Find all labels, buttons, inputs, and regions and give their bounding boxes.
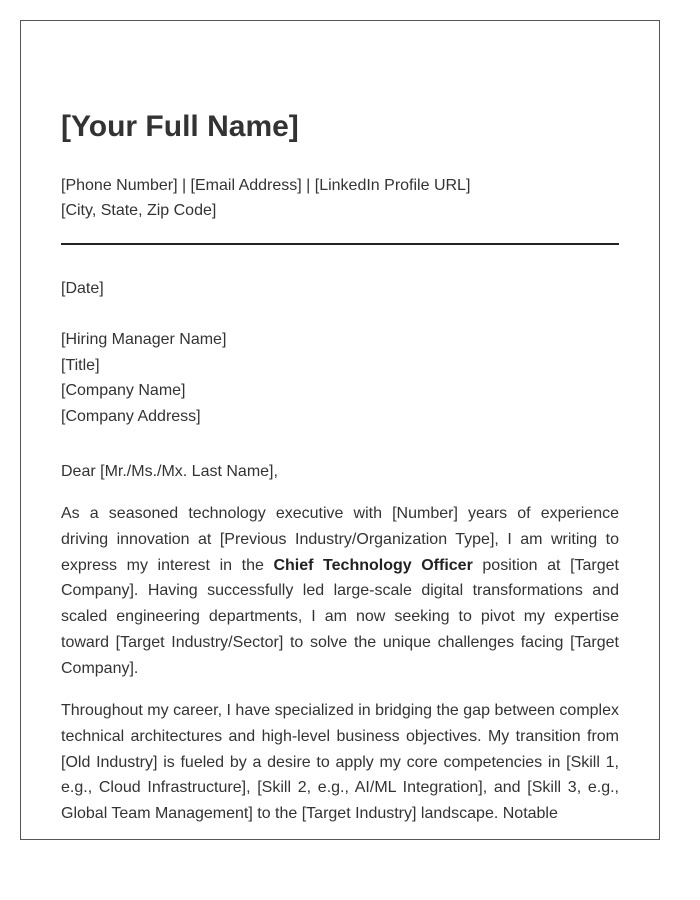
letter-date: [Date] bbox=[61, 280, 104, 297]
paragraph-1-text-start: As a seasoned technology executive with [Number] years of experience driving innovation at [Previous Industry/Organization Type], I am writing to express my interest in the bbox=[61, 505, 619, 574]
recipient-block bbox=[61, 327, 619, 429]
recipient-company: [Company Name] bbox=[61, 382, 186, 400]
contact-block bbox=[61, 173, 619, 223]
recipient-name: [Hiring Manager Name] bbox=[61, 331, 227, 348]
applicant-name: [Your Full Name] bbox=[61, 110, 299, 143]
header-divider bbox=[61, 243, 619, 245]
contact-details: [Phone Number] | [Email Address] | [LinkedIn Profile URL] bbox=[61, 177, 471, 194]
location-details: [City, State, Zip Code] bbox=[61, 202, 217, 219]
salutation: Dear [Mr./Ms./Mx. Last Name], bbox=[61, 463, 278, 481]
paragraph-1-text-end: position at [Target Company]. Having successfully led large-scale digital transformations and scaled engineering departments, I am now seeking to pivot my expertise toward [Target Industry/Sector] to solve the unique challenges facing [Target Company]. bbox=[61, 556, 619, 677]
body-paragraph-2: Throughout my career, I have specialized in bridging the gap between complex technical architectures and high-level business objectives. My transition from [Old Industry] is fueled by a desire to apply my core competencies in [Skill 1, e.g., Cloud Infrastructure], [Skill 2, e.g., AI/ML Integration], and [Skill 3, e.g., Global Team Management] to the [Target Industry] landscape. Notable bbox=[61, 702, 619, 823]
position-title: Chief Technology Officer bbox=[273, 556, 473, 574]
recipient-title: [Title] bbox=[61, 356, 100, 374]
cover-letter-page bbox=[20, 20, 660, 840]
recipient-address: [Company Address] bbox=[61, 407, 201, 425]
body-paragraph-1 bbox=[61, 501, 619, 681]
